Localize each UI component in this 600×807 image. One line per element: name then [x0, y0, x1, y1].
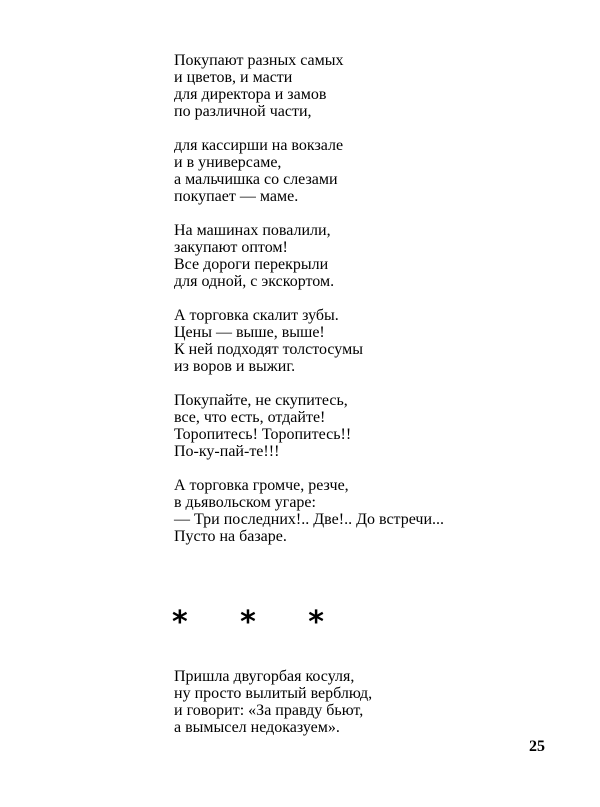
- poem-line: все, что есть, отдайте!: [174, 409, 326, 426]
- poem-line: А торговка громче, резче,: [174, 477, 349, 494]
- poem-line: в дьявольском угаре:: [174, 494, 316, 511]
- poem-line: — Три последних!.. Две!.. До встречи...: [174, 511, 445, 528]
- stanza: [174, 52, 504, 120]
- poem-line: ну просто вылитый верблюд,: [174, 685, 373, 702]
- page-number: 25: [529, 738, 545, 755]
- stanza: [174, 137, 504, 205]
- poem-line: Торопитесь! Торопитесь!!: [174, 426, 352, 443]
- poem-line: для кассирши на вокзале: [174, 137, 344, 154]
- poem-line: К ней подходят толстосумы: [174, 341, 363, 358]
- poem-line: и в универсаме,: [174, 154, 282, 171]
- poem-line: по различной части,: [174, 103, 312, 120]
- poem-line: На машинах повалили,: [174, 222, 331, 239]
- stanza: [174, 307, 504, 375]
- section-divider: * * *: [172, 605, 345, 640]
- poem-line: Покупают разных самых: [174, 52, 344, 69]
- poem-line: Все дороги перекрыли: [174, 256, 329, 273]
- poem-text: [174, 52, 504, 562]
- poem-line: Пришла двугорбая косуля,: [174, 668, 355, 685]
- poem-line: и говорит: «За правду бьют,: [174, 702, 364, 719]
- stanza: [174, 392, 504, 460]
- stanza: [174, 477, 504, 545]
- poem-line: и цветов, и масти: [174, 69, 293, 86]
- poem-line: Цены — выше, выше!: [174, 324, 325, 341]
- poem-line: Покупайте, не скупитесь,: [174, 392, 348, 409]
- poem-line: а вымысел недоказуем».: [174, 719, 340, 736]
- poem-line: а мальчишка со слезами: [174, 171, 338, 188]
- poem-line: для директора и замов: [174, 86, 327, 103]
- stanza: [174, 222, 504, 290]
- stanza: [174, 668, 504, 736]
- poem-line: По-ку-пай-те!!!: [174, 443, 280, 460]
- poem-line: из воров и выжиг.: [174, 358, 296, 375]
- poem-line: покупает — маме.: [174, 188, 299, 205]
- poem-line: Пусто на базаре.: [174, 528, 287, 545]
- poem-line: для одной, с экскортом.: [174, 273, 335, 290]
- poem-line: А торговка скалит зубы.: [174, 307, 339, 324]
- second-poem-text: [174, 668, 504, 753]
- poem-line: закупают оптом!: [174, 239, 288, 256]
